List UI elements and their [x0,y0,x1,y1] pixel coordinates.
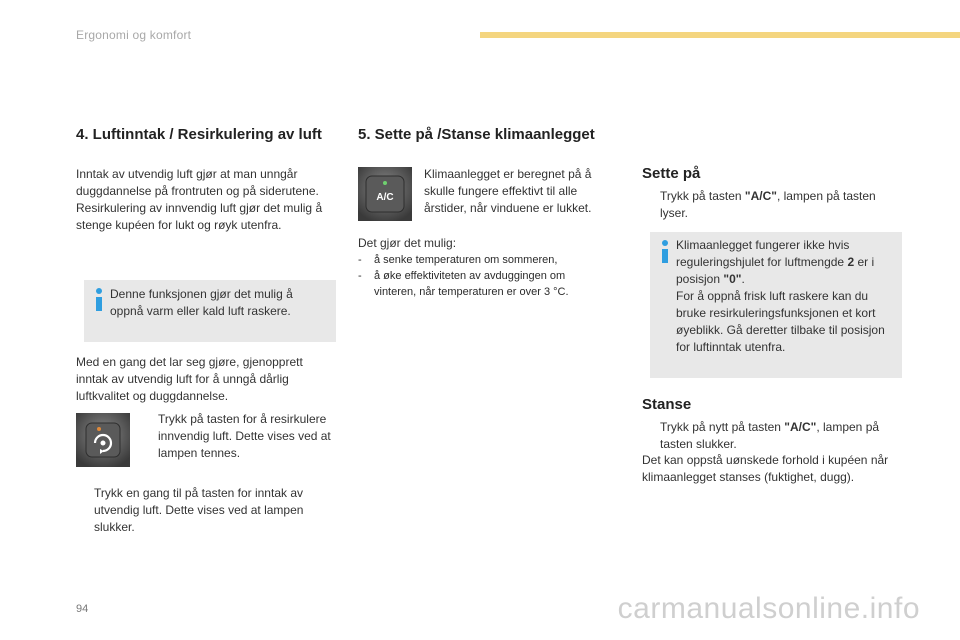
sette-pa-step: Trykk på tasten "A/C", lampen på tasten lyser. [642,188,900,222]
dash-glyph: - [358,254,362,266]
sette-pa-info-box [650,232,902,378]
dash-glyph: - [358,270,362,282]
recirculation-icon [76,413,130,467]
section-4-title-text: 4. Luftinntak / Resirkulering av luft [76,126,322,143]
section-4-step-1 [140,411,338,462]
bullet-icon [642,419,660,453]
section-4-info-text: Denne funksjonen gjør det mulig å oppnå varm eller kald luft raskere. [110,287,293,318]
section-4-step-2 [76,485,338,536]
header-accent-bar [480,32,960,38]
list-item: - å øke effektiviteten av avduggingen om vinteren, når temperaturen er over 3 °C. [358,270,569,298]
recirculation-button-image [76,413,130,467]
section-4-info-box [84,280,336,342]
section-4-note: Med en gang det lar seg gjøre, gjenopprett inntak av utvendig luft for å unngå dårlig luftkvalitet og duggdannelse. [76,355,303,403]
watermark: carmanualsonline.info [617,592,920,625]
bullet-icon [76,485,94,536]
section-4-title [76,126,336,144]
stanse-title: Stanse [642,396,692,413]
section-4-step-2-text: Trykk en gang til på tasten for inntak av utvendig luft. Dette vises ved at lampen slukker. [94,486,304,534]
section-5-title: 5. Sette på /Stanse klimaanlegget [358,126,595,143]
bullet-icon [642,188,660,222]
ac-key-label: "A/C" [744,189,777,203]
info-icon [93,288,105,312]
list-item: - å senke temperaturen om sommeren, [358,254,558,266]
section-5-possible-list [358,252,598,300]
bullet-icon [140,411,158,462]
chapter-title: Ergonomi og komfort [76,28,192,42]
sette-pa-title: Sette på [642,165,701,182]
stanse-step: Trykk på nytt på tasten "A/C", lampen på tasten slukker. [642,419,900,453]
section-5-intro: Klimaanlegget er beregnet på å skulle fungere effektivt til alle årstider, når vinduene er lukket. [424,167,592,215]
ac-key-label: "A/C" [784,420,817,434]
section-4-step-1-text: Trykk på tasten for å resirkulere innvendig luft. Dette vises ved at lampen tennes. [158,412,331,460]
ac-button-icon [358,167,412,221]
info-icon [659,240,671,264]
section-4-intro: Inntak av utvendig luft gjør at man unngår duggdannelse på frontruten og på siderutene. Resirkulering av innvendig luft gjør det mulig å stenge kupéen for lukt og røyk utenfra. [76,167,323,232]
page-number: 94 [76,603,89,615]
ac-button-image [358,167,412,221]
sette-pa-info-text: Klimaanlegget fungerer ikke hvis reguleringshjulet for luftmengde 2 er i posisjon "0". For å oppnå frisk luft raskere kan du bruke resirkuleringsfunksjonen et kort øyeblikk. Gå deretter tilbake til posisjon for luftinntak utenfra. [676,238,885,354]
ac-button-label: A/C [376,192,394,203]
stanse-note: Det kan oppstå uønskede forhold i kupéen når klimaanlegget stanses (fuktighet, dugg). [642,453,889,484]
section-5-possible-label: Det gjør det mulig: [358,236,457,250]
